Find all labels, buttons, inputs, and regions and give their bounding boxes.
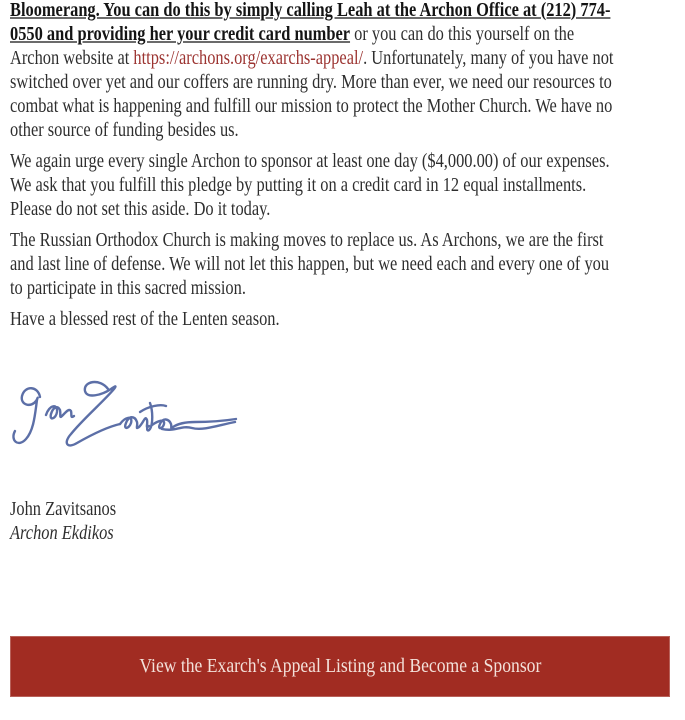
text-line [10, 46, 614, 70]
text-line [10, 173, 587, 197]
text-line [10, 149, 610, 173]
text-line [10, 307, 564, 331]
emphasized-text: 0550 and providing her your credit card number [10, 23, 351, 45]
body-text: combat what is happening and fulfill our mission to protect the Mother Church. We have no [10, 95, 613, 117]
body-text: Have a blessed rest of the Lenten season. [10, 308, 280, 330]
body-text: Archon website at [10, 47, 134, 69]
text-line [10, 276, 564, 300]
body-text: We again urge every single Archon to sponsor at least one day ($4,000.00) of our expenses. [10, 150, 610, 172]
body-text: or you can do this yourself on the [350, 23, 575, 45]
sender-name: John Zavitsanos [10, 498, 117, 520]
paragraph [10, 228, 685, 300]
letter-body [0, 0, 685, 331]
sender-title: Archon Ekdikos [10, 522, 114, 544]
paragraph [10, 149, 685, 221]
body-text: to participate in this sacred mission. [10, 277, 246, 299]
appeal-link[interactable]: https://archons.org/exarchs-appeal/ [133, 47, 364, 69]
body-text: We ask that you fulfill this pledge by putting it on a credit card in 12 equal installments. [10, 174, 587, 196]
body-text: . Unfortunately, many of you have not [363, 47, 614, 69]
text-line [10, 197, 564, 221]
view-appeal-button[interactable] [10, 636, 670, 697]
signature-image [7, 372, 247, 467]
paragraph [10, 0, 685, 142]
text-line [10, 70, 612, 94]
text-line [10, 0, 611, 22]
paragraph [10, 307, 685, 331]
body-text: Please do not set this aside. Do it today. [10, 198, 271, 220]
view-appeal-button-label: View the Exarch's Appeal Listing and Become a Sponsor [139, 655, 541, 677]
text-line [10, 118, 564, 142]
body-text: and last line of defense. We will not let this happen, but we need each and every one of you [10, 253, 610, 275]
signature-block [0, 372, 685, 545]
body-text: other source of funding besides us. [10, 119, 239, 141]
text-line [10, 22, 575, 46]
body-text: switched over yet and our coffers are running dry. More than ever, we need our resources to [10, 71, 612, 93]
text-line [10, 94, 613, 118]
text-line [10, 228, 604, 252]
text-line [10, 252, 610, 276]
emphasized-text: Bloomerang. You can do this by simply calling Leah at the Archon Office at (212) 774- [10, 0, 611, 21]
body-text: The Russian Orthodox Church is making moves to replace us. As Archons, we are the first [10, 229, 604, 251]
